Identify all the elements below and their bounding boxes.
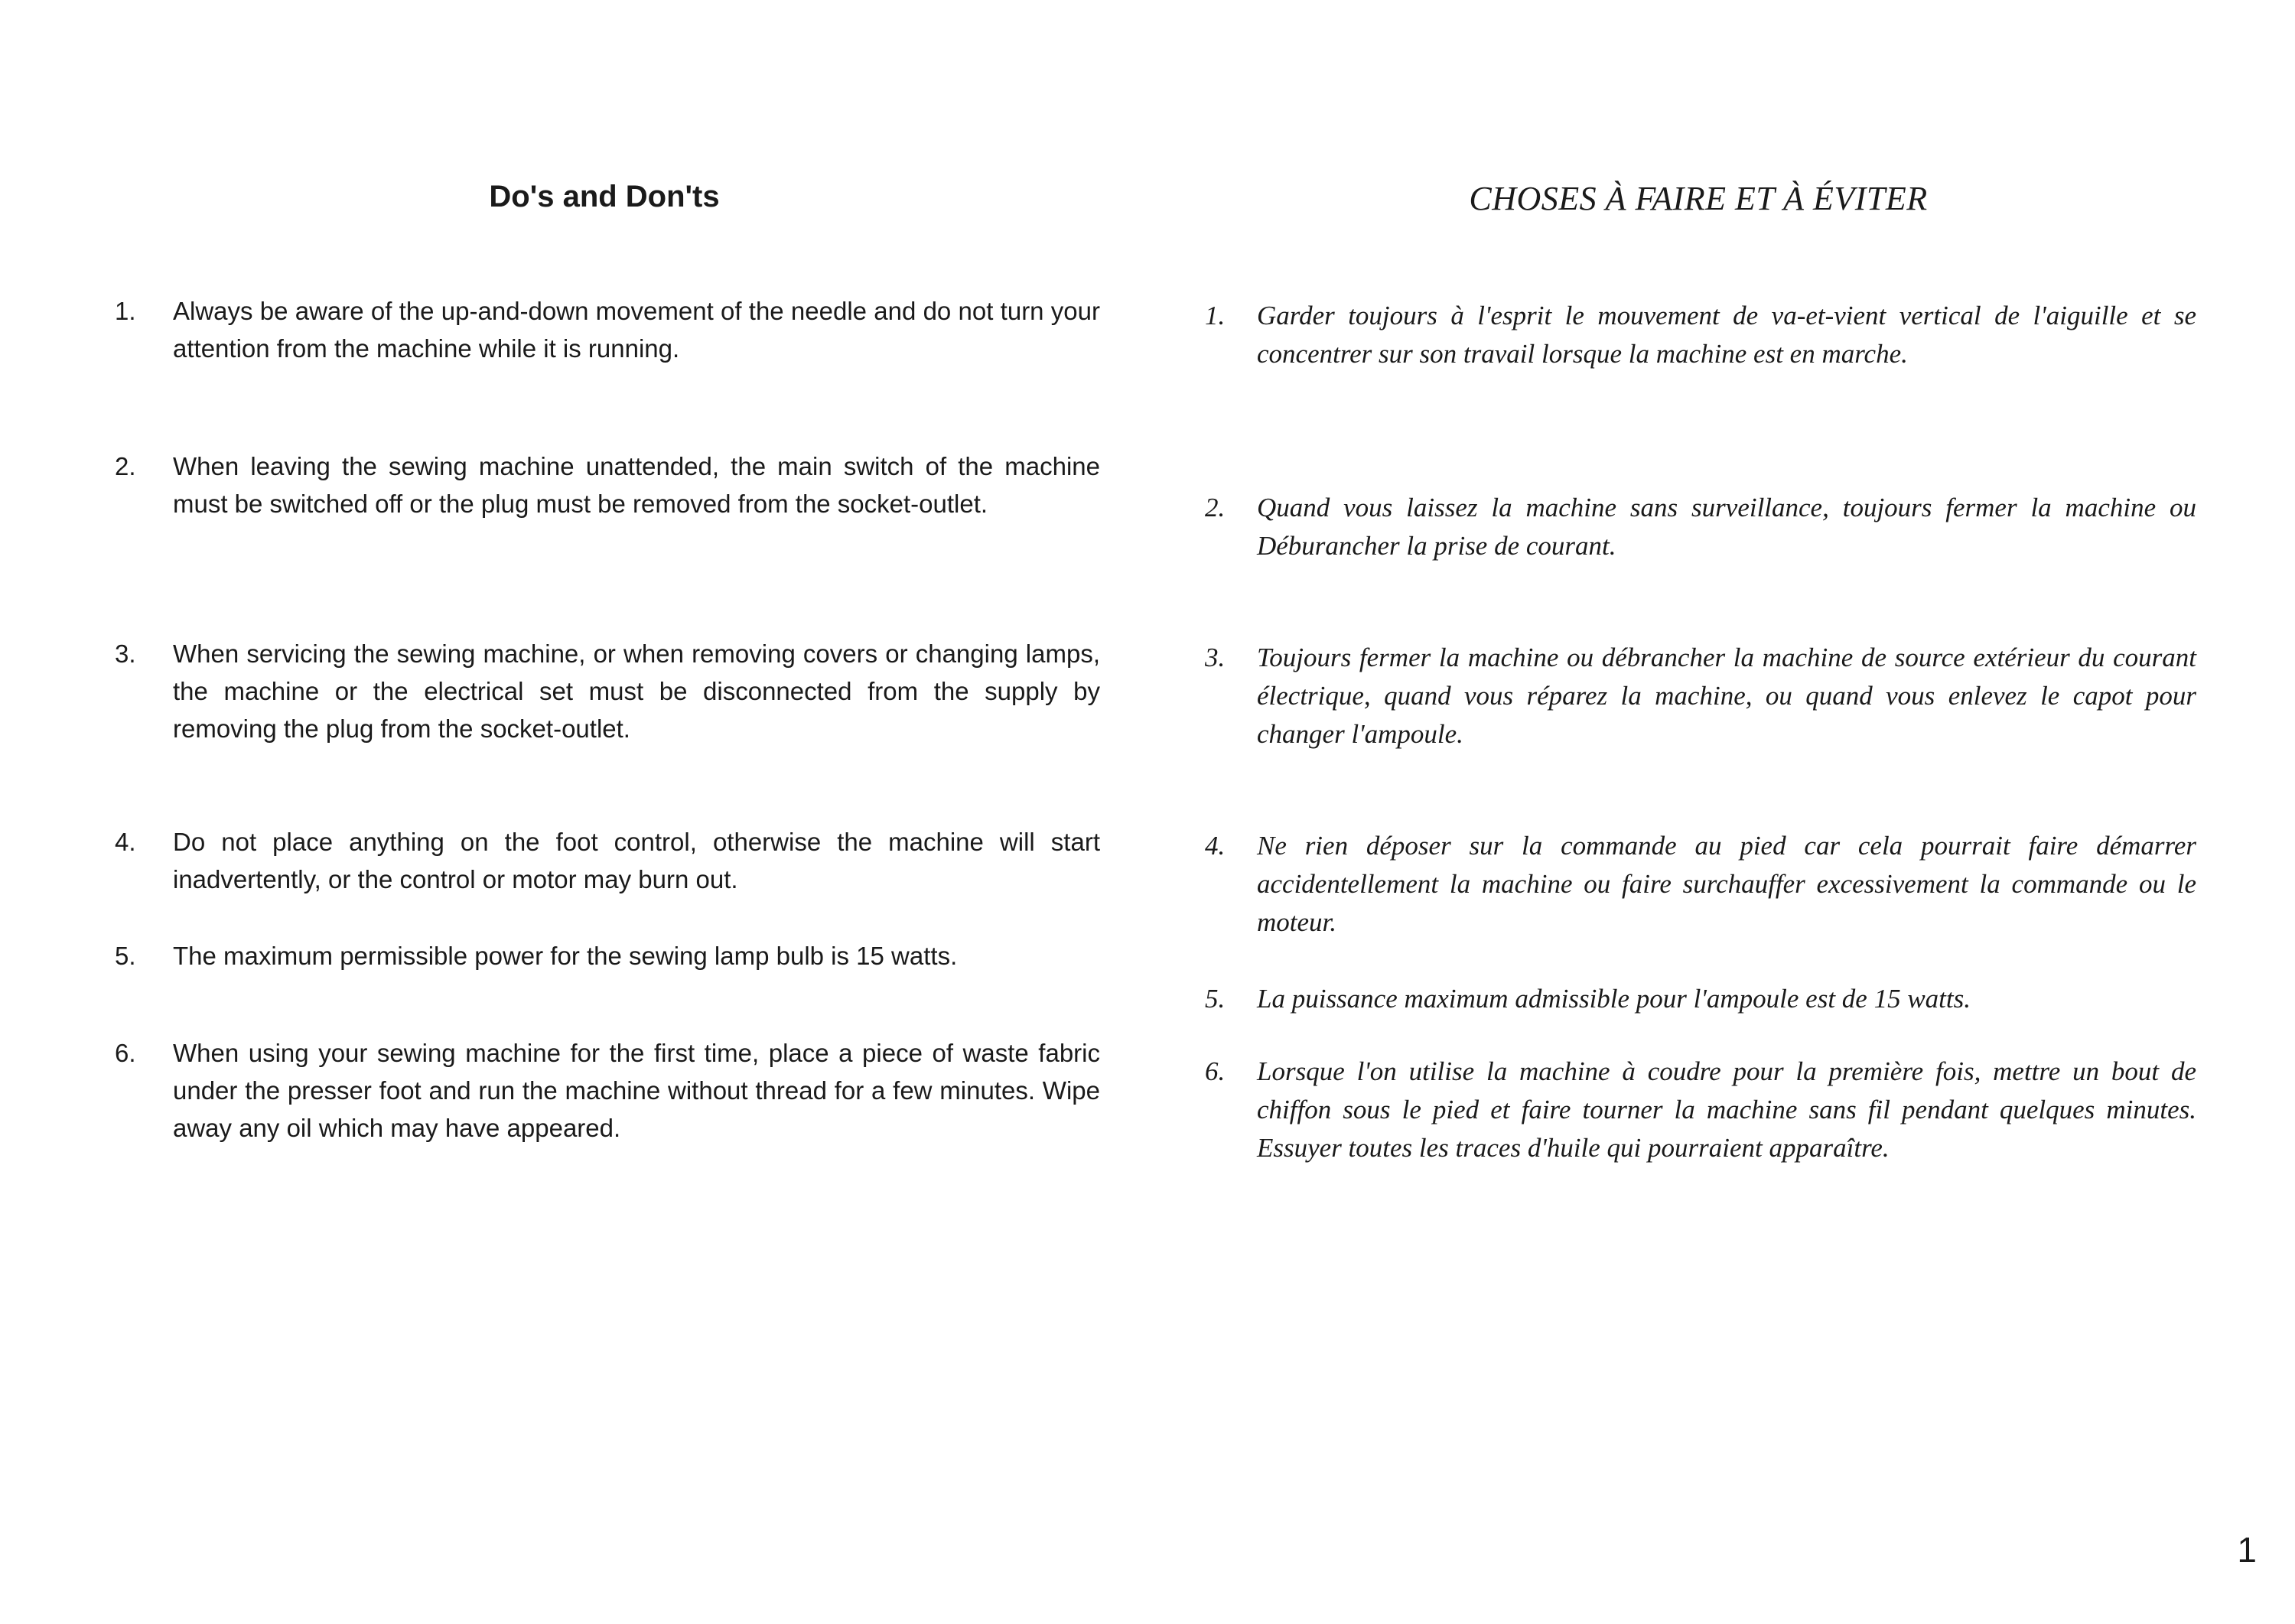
item-number: 6.: [115, 1039, 136, 1067]
item-number: 3.: [115, 640, 136, 668]
item-text: When servicing the sewing machine, or when removing covers or changing lamps, the machine or the electrical set must be disconnected from the supply by removing the plug from the socket-outlet.: [173, 640, 1100, 743]
item-number: 5.: [1205, 984, 1226, 1014]
item-text: The maximum permissible power for the sewing lamp bulb is 15 watts.: [173, 942, 958, 970]
item-number: 2.: [1205, 493, 1226, 522]
item-number: 1.: [115, 297, 136, 325]
item-number: 4.: [115, 828, 136, 856]
item-text: Always be aware of the up-and-down movement of the needle and do not turn your attention from the machine while it is running.: [173, 297, 1100, 363]
item-text: When leaving the sewing machine unattended, the main switch of the machine must be switched off or the plug must be removed from the socket-outlet.: [173, 452, 1100, 518]
item-number: 1.: [1205, 301, 1226, 330]
item-number: 3.: [1205, 643, 1226, 672]
item-text: La puissance maximum admissible pour l'ampoule est de 15 watts.: [1257, 984, 1971, 1014]
item-text: Garder toujours à l'esprit le mouvement de va-et-vient vertical de l'aiguille et se concentrer sur son travail lorsque la machine est en marche.: [1257, 301, 2196, 369]
item-text: Ne rien déposer sur la commande au pied car cela pourrait faire démarrer accidentellement la machine ou faire surchauffer excessivement la commande ou le moteur.: [1257, 831, 2196, 937]
item-number: 5.: [115, 942, 136, 970]
item-text: Do not place anything on the foot control, otherwise the machine will start inadvertently, or the control or motor may burn out.: [173, 828, 1100, 893]
english-title: Do's and Don'ts: [489, 180, 720, 213]
item-text: Lorsque l'on utilise la machine à coudre pour la première fois, mettre un bout de chiffon sous le pied et faire tourner la machine sans fil pendant quelques minutes. Essuyer toutes les traces d'huile qui pourraient apparaître.: [1257, 1056, 2196, 1163]
page-number: 1: [2237, 1530, 2257, 1570]
french-title: CHOSES À FAIRE ET À ÉVITER: [1469, 180, 1928, 217]
item-number: 4.: [1205, 831, 1226, 861]
item-number: 2.: [115, 452, 136, 480]
item-text: When using your sewing machine for the first time, place a piece of waste fabric under the presser foot and run the machine without thread for a few minutes. Wipe away any oil which may have appeared.: [173, 1039, 1100, 1142]
item-text: Quand vous laissez la machine sans surveillance, toujours fermer la machine ou Déburancher la prise de courant.: [1257, 493, 2196, 561]
item-number: 6.: [1205, 1056, 1226, 1086]
item-text: Toujours fermer la machine ou débrancher la machine de source extérieur du courant électrique, quand vous réparez la machine, ou quand vous enlevez le capot pour changer l'ampoule.: [1257, 643, 2196, 749]
